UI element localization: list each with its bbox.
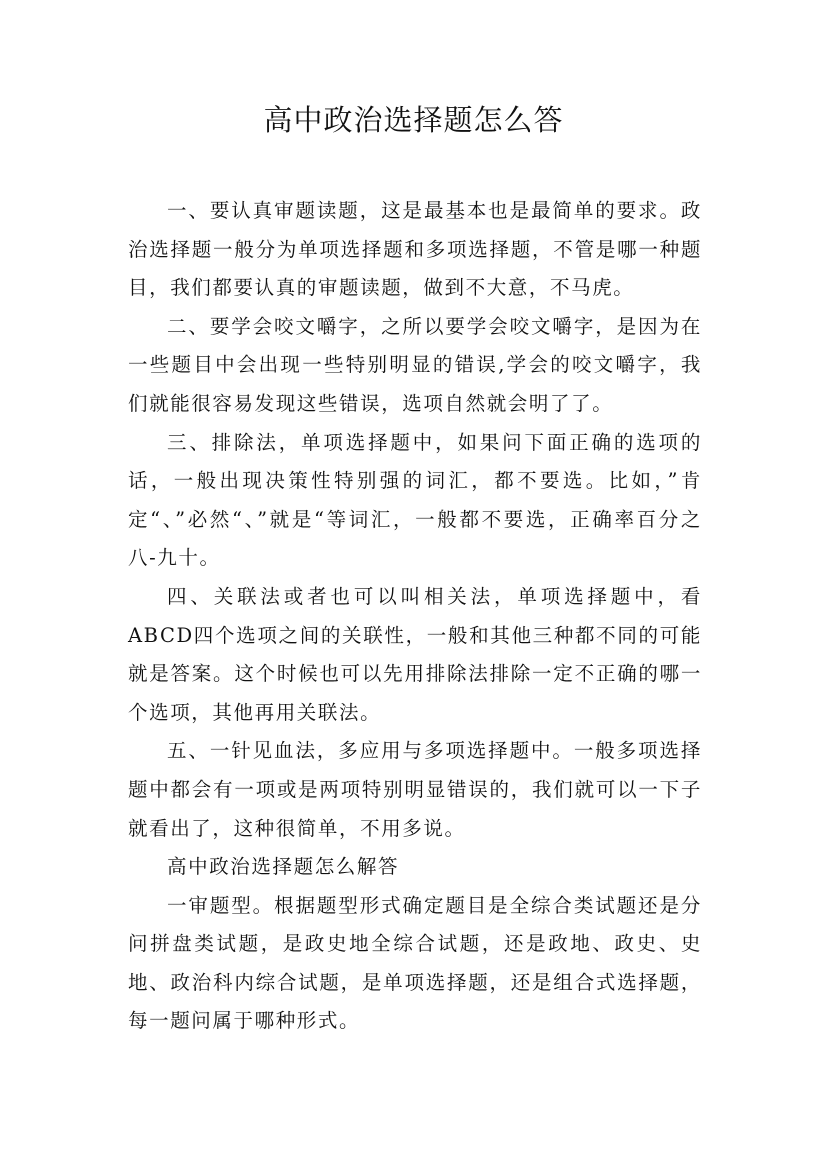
paragraph-5: 五、一针见血法，多应用与多项选择题中。一般多项选择题中都会有一项或是两项特别明显错误的，我们就可以一下子就看出了，这种很简单，不用多说。 [128, 739, 702, 840]
paragraph-4: 四、关联法或者也可以叫相关法，单项选择题中，看ABCD四个选项之间的关联性，一般和其他三种都不同的可能就是答案。这个时候也可以先用排除法排除一定不正确的哪一个选项，其他再用关联法。 [128, 584, 702, 724]
paragraph-6: 一审题型。根据题型形式确定题目是全综合类试题还是分问拼盘类试题，是政史地全综合试题，还是政地、政史、史地、政治科内综合试题，是单项选择题，还是组合式选择题，每一题问属于哪种形式。 [128, 893, 702, 1033]
section-heading: 高中政治选择题怎么解答 [167, 855, 400, 879]
paragraph-3: 三、排除法，单项选择题中，如果问下面正确的选项的话，一般出现决策性特别强的词汇，都不要选。比如，”肯定“、”必然“、”就是“等词汇，一般都不要选，正确率百分之八-九十。 [128, 430, 702, 570]
paragraph-1: 一、要认真审题读题，这是最基本也是最简单的要求。政治选择题一般分为单项选择题和多项选择题，不管是哪一种题目，我们都要认真的审题读题，做到不大意，不马虎。 [128, 199, 702, 300]
paragraph-2: 二、要学会咬文嚼字，之所以要学会咬文嚼字，是因为在一些题目中会出现一些特别明显的错误,学会的咬文嚼字，我们就能很容易发现这些错误，选项自然就会明了了。 [128, 314, 702, 415]
document-body [128, 192, 702, 1041]
document-title: 高中政治选择题怎么答 [263, 103, 564, 137]
